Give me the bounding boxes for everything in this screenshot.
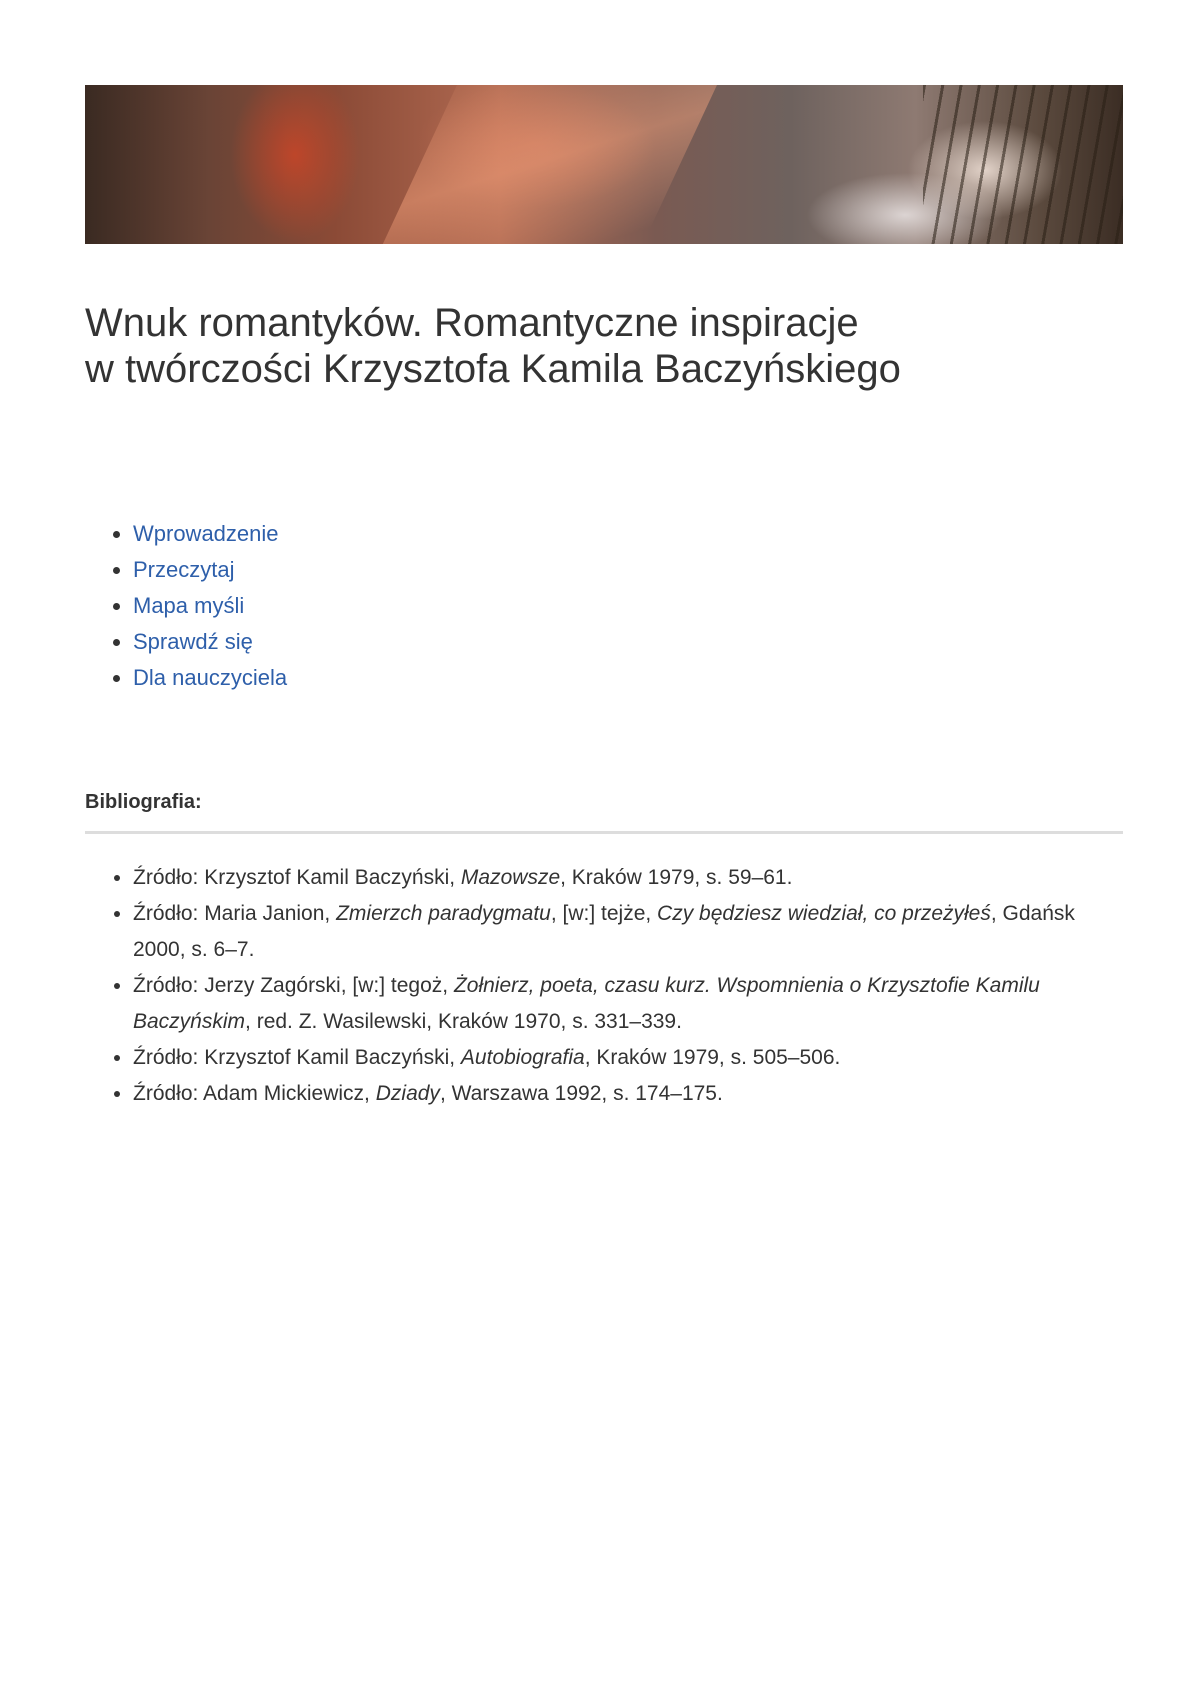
bib-title: Autobiografia (460, 1046, 585, 1069)
header-banner-image (85, 85, 1123, 244)
bibliography-item (133, 968, 1123, 1040)
bib-text: , Kraków 1979, s. 505–506. (584, 1046, 841, 1069)
toc-link-przeczytaj[interactable]: Przeczytaj (133, 557, 235, 582)
bibliography-heading: Bibliografia: (85, 791, 202, 813)
toc-link-mapa-mysli[interactable]: Mapa myśli (133, 593, 245, 618)
bib-text: Źródło: Maria Janion, (133, 902, 337, 925)
toc-item-dla-nauczyciela (133, 660, 287, 696)
bib-text: Źródło: Krzysztof Kamil Baczyński, (133, 1046, 461, 1069)
bibliography-item (133, 1076, 1123, 1112)
toc-item-wprowadzenie (133, 516, 287, 552)
banner-light-beam (359, 85, 731, 244)
bibliography-divider (85, 831, 1123, 834)
bib-title: Dziady (375, 1082, 440, 1105)
bib-text: , Kraków 1979, s. 59–61. (560, 866, 793, 889)
bib-text: Źródło: Krzysztof Kamil Baczyński, (133, 866, 461, 889)
bib-title: Żołnierz, poeta, czasu kurz. Wspomnienia o Krzysztofie Kamilu Baczyńskim (133, 974, 1040, 1033)
bibliography-item (133, 860, 1123, 896)
bib-text: , Warszawa 1992, s. 174–175. (439, 1082, 723, 1105)
bib-title: Mazowsze (460, 866, 561, 889)
toc-item-przeczytaj (133, 552, 287, 588)
bib-text: , Gdańsk 2000, s. 6–7. (133, 902, 1075, 961)
bib-text: , [w:] tejże, (550, 902, 658, 925)
bib-title: Zmierzch paradygmatu (336, 902, 551, 925)
toc-item-sprawdz-sie (133, 624, 287, 660)
bibliography-item (133, 1040, 1123, 1076)
toc-item-mapa-mysli (133, 588, 287, 624)
banner-reeds (923, 85, 1123, 244)
bib-text: Źródło: Jerzy Zagórski, [w:] tegoż, (133, 974, 454, 997)
bibliography-item (133, 896, 1123, 968)
page-title (85, 300, 1085, 392)
page-title-line-1: Wnuk romantyków. Romantyczne inspiracje (85, 301, 859, 345)
table-of-contents (85, 516, 287, 696)
bib-text: , red. Z. Wasilewski, Kraków 1970, s. 331–339. (245, 1010, 682, 1033)
bib-text: Źródło: Adam Mickiewicz, (133, 1082, 376, 1105)
toc-link-sprawdz-sie[interactable]: Sprawdź się (133, 629, 253, 654)
toc-link-wprowadzenie[interactable]: Wprowadzenie (133, 521, 279, 546)
toc-link-dla-nauczyciela[interactable]: Dla nauczyciela (133, 665, 288, 690)
page-title-line-2: w twórczości Krzysztofa Kamila Baczyńskiego (85, 347, 901, 391)
bibliography-list (85, 860, 1123, 1112)
bib-title: Czy będziesz wiedział, co przeżyłeś (657, 902, 991, 925)
